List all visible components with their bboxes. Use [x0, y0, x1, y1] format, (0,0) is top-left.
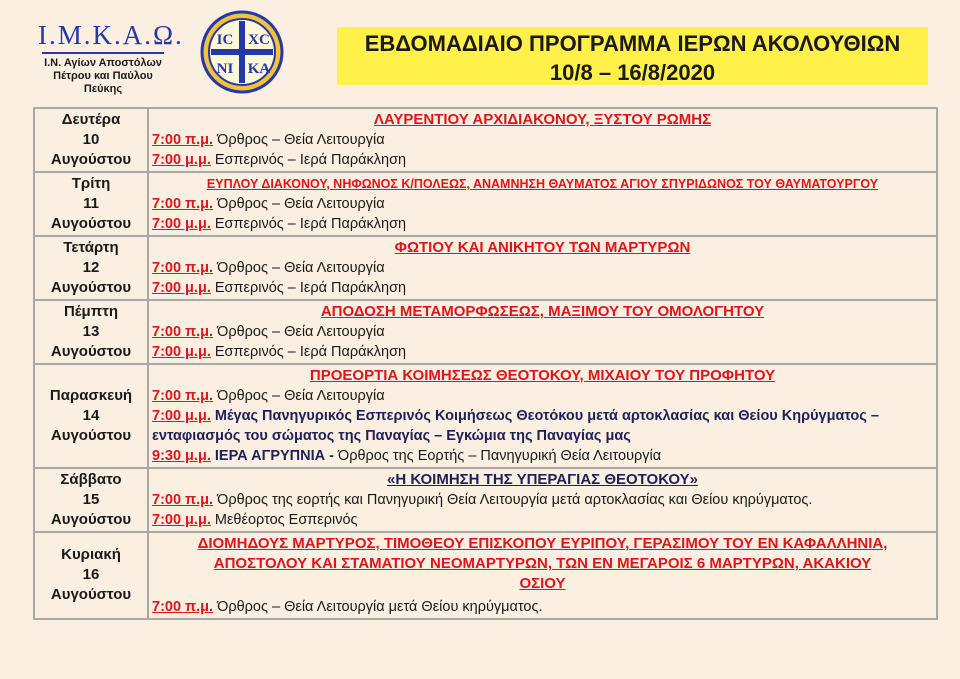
service-text: Εσπερινός – Ιερά Παράκληση — [210, 216, 407, 232]
service-time: 7:00 π.μ. — [152, 324, 214, 340]
service-line — [152, 446, 933, 466]
day-number: 12 — [82, 259, 100, 276]
day-number: 15 — [82, 491, 100, 508]
day-month: Αυγούστου — [50, 279, 132, 296]
service-time: 7:00 μ.μ. — [152, 216, 211, 232]
table-row — [34, 364, 937, 468]
service-text: Εσπερινός – Ιερά Παράκληση — [210, 344, 407, 360]
service-time: 7:00 π.μ. — [152, 599, 214, 615]
service-line — [152, 490, 933, 510]
service-text: Μεθέορτος Εσπερινός — [210, 512, 358, 528]
day-number: 11 — [83, 195, 99, 212]
seal-ka: KA — [247, 61, 271, 77]
day-cell — [34, 236, 148, 300]
day-month: Αυγούστου — [50, 586, 132, 603]
service-line — [152, 386, 933, 406]
service-text: Όρθρος – Θεία Λειτουργία — [213, 196, 385, 212]
feast-title: ΦΩΤΙΟΥ ΚΑΙ ΑΝΙΚΗΤΟΥ ΤΩΝ ΜΑΡΤΥΡΩΝ — [394, 239, 691, 256]
services-cell — [148, 172, 937, 236]
service-line — [152, 597, 933, 617]
day-name: Τρίτη — [71, 175, 111, 192]
day-cell — [34, 532, 148, 619]
logo-sub-line-1: Ι.Ν. Αγίων Αποστόλων — [44, 57, 162, 69]
day-name: Τετάρτη — [63, 239, 119, 256]
services-cell — [148, 300, 937, 364]
day-number: 13 — [82, 323, 100, 340]
service-time: 7:00 π.μ. — [152, 492, 214, 508]
service-time: 7:00 π.μ. — [152, 260, 214, 276]
table-row — [34, 300, 937, 364]
schedule-table — [33, 107, 938, 620]
service-line — [152, 194, 933, 214]
feast-title: ΠΡΟΕΟΡΤΙΑ ΚΟΙΜΗΣΕΩΣ ΘΕΟΤΟΚΟΥ, ΜΙΧΑΙΟΥ ΤΟΥ ΠΡΟΦΗΤΟΥ — [309, 367, 776, 384]
seal-ic: ΙC — [216, 32, 234, 48]
day-number: 10 — [82, 131, 100, 148]
service-text: Εσπερινός – Ιερά Παράκληση — [210, 280, 407, 296]
services-cell — [148, 236, 937, 300]
feast-title: ΛΑΥΡΕΝΤΙΟΥ ΑΡΧΙΔΙΑΚΟΝΟΥ, ΞΥΣΤΟΥ ΡΩΜΗΣ — [373, 111, 712, 128]
services-cell — [148, 108, 937, 172]
service-text: Εσπερινός – Ιερά Παράκληση — [210, 152, 407, 168]
table-row — [34, 532, 937, 619]
service-time: 7:00 μ.μ. — [152, 512, 211, 528]
day-name: Πέμπτη — [63, 303, 119, 320]
service-text: Όρθρος – Θεία Λειτουργία — [213, 324, 385, 340]
service-time: 7:00 π.μ. — [152, 196, 214, 212]
service-line — [152, 278, 933, 298]
service-time: 7:00 π.μ. — [152, 132, 214, 148]
seal-xc: XC — [248, 32, 270, 48]
service-line — [152, 342, 933, 362]
table-row — [34, 468, 937, 532]
day-name: Δευτέρα — [61, 111, 121, 128]
logo-sub-line-3: Πεύκης — [83, 83, 123, 95]
logo-divider — [42, 52, 164, 54]
day-month: Αυγούστου — [50, 151, 132, 168]
service-text: Όρθρος της εορτής και Πανηγυρική Θεία Λειτουργία μετά αρτοκλασίας και Θείου κηρύγματος. — [213, 492, 813, 508]
day-cell — [34, 108, 148, 172]
day-number: 16 — [82, 566, 100, 583]
day-number: 14 — [82, 407, 100, 424]
service-time: 7:00 μ.μ. — [152, 408, 211, 424]
service-line — [152, 322, 933, 342]
title-banner — [337, 27, 928, 85]
service-line — [152, 258, 933, 278]
services-cell — [148, 364, 937, 468]
day-month: Αυγούστου — [50, 427, 132, 444]
service-text: Όρθρος – Θεία Λειτουργία — [213, 260, 385, 276]
service-text: Όρθρος – Θεία Λειτουργία μετά Θείου κηρύγματος. — [213, 599, 543, 615]
logo-title: Ι.Μ.Κ.Α.Ω. — [38, 20, 184, 50]
day-month: Αυγούστου — [50, 343, 132, 360]
service-line — [152, 406, 933, 446]
date-range: 10/8 – 16/8/2020 — [549, 60, 716, 85]
service-text-bold: Μέγας Πανηγυρικός Εσπερινός Κοιμήσεως Θεοτόκου μετά αρτοκλασίας και Θείου Κηρύγματος – ενταφιασμός του σώματος της Παναγίας – Εγκώμια της Παναγίας μας — [152, 408, 879, 444]
service-time: 9:30 μ.μ. — [152, 448, 211, 464]
parish-logo — [38, 20, 184, 96]
feast-title: ΔΙΟΜΗΔΟΥΣ ΜΑΡΤΥΡΟΣ, ΤΙΜΟΘΕΟΥ ΕΠΙΣΚΟΠΟΥ ΕΥΡΙΠΟΥ, ΓΕΡΑΣΙΜΟΥ ΤΟΥ ΕΝ ΚΑΦΑΛΛΗΝΙΑ, ΑΠΟΣΤΟΛΟΥ ΚΑΙ ΣΤΑΜΑΤΙΟΥ ΝΕΟΜΑΡΤΥΡΩΝ, ΤΩΝ ΕΝ ΜΕΓΑΡΟΙΣ 6 ΜΑΡΤΥΡΩΝ, ΑΚΑΚΙΟΥ ΟΣΙΟΥ — [197, 535, 888, 592]
service-time: 7:00 μ.μ. — [152, 280, 211, 296]
service-line — [152, 130, 933, 150]
logo-sub-line-2: Πέτρου και Παύλου — [53, 70, 153, 82]
table-row — [34, 108, 937, 172]
table-row — [34, 172, 937, 236]
service-time: 7:00 μ.μ. — [152, 152, 211, 168]
day-name: Κυριακή — [61, 546, 121, 563]
day-cell — [34, 364, 148, 468]
feast-title: ΑΠΟΔΟΣΗ ΜΕΤΑΜΟΡΦΩΣΕΩΣ, ΜΑΞΙΜΟΥ ΤΟΥ ΟΜΟΛΟΓΗΤΟΥ — [320, 303, 765, 320]
day-name: Σάββατο — [60, 471, 122, 488]
service-text: Όρθρος – Θεία Λειτουργία — [213, 132, 385, 148]
service-text: Όρθρος – Θεία Λειτουργία — [213, 388, 385, 404]
feast-title: «Η ΚΟΙΜΗΣΗ ΤΗΣ ΥΠΕΡΑΓΙΑΣ ΘΕΟΤΟΚΟΥ» — [387, 471, 698, 488]
service-line — [152, 150, 933, 170]
day-name: Παρασκευή — [49, 387, 133, 404]
service-text-bold: ΙΕΡΑ ΑΓΡΥΠΝΙΑ - — [210, 448, 339, 464]
service-line — [152, 214, 933, 234]
day-month: Αυγούστου — [50, 215, 132, 232]
feast-title: ΕΥΠΛΟΥ ΔΙΑΚΟΝΟΥ, ΝΗΦΩΝΟΣ Κ/ΠΟΛΕΩΣ, ΑΝΑΜΝΗΣΗ ΘΑΥΜΑΤΟΣ ΑΓΙΟΥ ΣΠΥΡΙΔΩΝΟΣ ΤΟΥ ΘΑΥΜΑΤΟΥΡΓΟΥ — [206, 177, 879, 191]
seal-ni: NI — [216, 61, 234, 77]
table-row — [34, 236, 937, 300]
services-cell — [148, 468, 937, 532]
service-text: Όρθρος της Εορτής – Πανηγυρική Θεία Λειτουργία — [338, 448, 662, 464]
day-cell — [34, 172, 148, 236]
day-cell — [34, 300, 148, 364]
service-time: 7:00 μ.μ. — [152, 344, 211, 360]
page-title: ΕΒΔΟΜΑΔΙΑΙΟ ΠΡΟΓΡΑΜΜΑ ΙΕΡΩΝ ΑΚΟΛΟΥΘΙΩΝ — [364, 31, 901, 56]
day-month: Αυγούστου — [50, 511, 132, 528]
icxc-nika-seal-icon — [200, 10, 284, 94]
day-cell — [34, 468, 148, 532]
service-time: 7:00 π.μ. — [152, 388, 214, 404]
services-cell — [148, 532, 937, 619]
service-line — [152, 510, 933, 530]
